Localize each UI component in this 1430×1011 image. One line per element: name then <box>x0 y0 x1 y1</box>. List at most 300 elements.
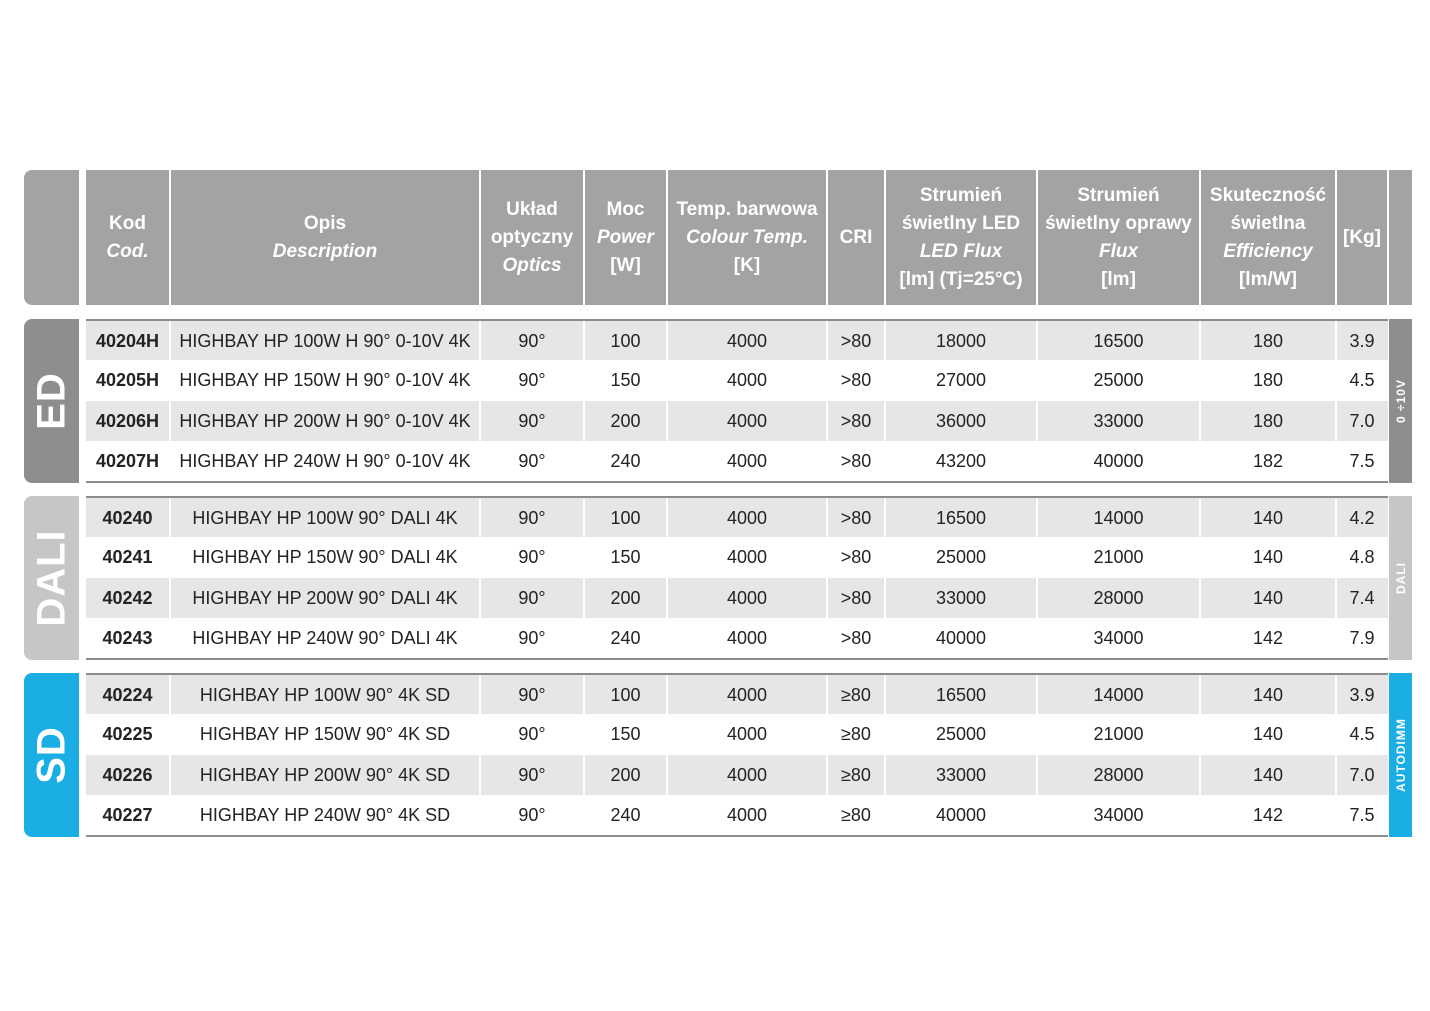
column-divider <box>1036 360 1038 400</box>
cell-cri: >80 <box>840 331 872 351</box>
cell-power: 200 <box>610 411 641 431</box>
section-tab-dali <box>24 496 79 660</box>
column-divider <box>1199 795 1201 835</box>
cell-temp: 4000 <box>726 451 768 471</box>
table-row <box>86 675 1388 715</box>
cell-kg: 7.9 <box>1349 628 1375 648</box>
column-divider <box>583 360 585 400</box>
table-row <box>86 360 1388 400</box>
column-divider <box>826 755 828 795</box>
cell-optics: 90° <box>518 370 546 390</box>
column-divider <box>583 537 585 577</box>
cell-code: 40226 <box>102 765 153 785</box>
cell-temp: 4000 <box>726 508 768 528</box>
column-divider <box>826 360 828 400</box>
section-side-ed <box>1389 319 1412 483</box>
header-code-pl: Kod <box>109 212 146 234</box>
cell-temp: 4000 <box>726 628 768 648</box>
cell-temp: 4000 <box>726 805 768 825</box>
header-optics <box>481 170 583 305</box>
table-row <box>86 714 1388 754</box>
cell-cri: ≥80 <box>841 765 871 785</box>
cell-flux: 21000 <box>1093 547 1144 567</box>
cell-desc: HIGHBAY HP 200W 90° 4K SD <box>199 765 451 785</box>
cell-code: 40225 <box>102 724 153 744</box>
header-temp-unit: [K] <box>733 254 761 276</box>
cell-cri: >80 <box>840 411 872 431</box>
cell-cri: ≥80 <box>841 724 871 744</box>
header-flux-pl-2: świetlny oprawy <box>1045 212 1192 234</box>
column-divider <box>884 578 886 618</box>
cell-kg: 7.4 <box>1349 588 1375 608</box>
column-divider <box>826 675 828 715</box>
header-ledflux-pl-1: Strumień <box>919 184 1003 206</box>
section-side-sd <box>1389 673 1412 837</box>
column-divider <box>169 401 171 441</box>
cell-code: 40224 <box>102 685 153 705</box>
header-temp-pl: Temp. barwowa <box>676 198 818 220</box>
header-desc-en: Description <box>272 240 378 262</box>
header-kg <box>1337 170 1387 305</box>
header-eff-en: Efficiency <box>1223 240 1313 262</box>
column-divider <box>1335 795 1337 835</box>
table-row <box>86 321 1388 361</box>
column-divider <box>666 401 668 441</box>
cell-flux: 40000 <box>1093 451 1144 471</box>
cell-ledflux: 43200 <box>935 451 987 471</box>
column-divider <box>169 755 171 795</box>
header-kg-label: [Kg] <box>1343 226 1381 248</box>
section-side-dali <box>1389 496 1412 660</box>
cell-ledflux: 40000 <box>935 805 987 825</box>
column-divider <box>884 441 886 481</box>
cell-cri: >80 <box>840 588 872 608</box>
cell-power: 150 <box>610 724 641 744</box>
header-ledflux-unit: [lm] (Tj=25°C) <box>899 268 1023 290</box>
column-divider <box>1199 360 1201 400</box>
cell-cri: ≥80 <box>841 805 871 825</box>
cell-temp: 4000 <box>726 370 768 390</box>
cell-power: 150 <box>610 370 641 390</box>
column-divider <box>169 441 171 481</box>
cell-cri: >80 <box>840 628 872 648</box>
cell-power: 100 <box>610 685 641 705</box>
column-divider <box>1199 675 1201 715</box>
table-row <box>86 755 1388 795</box>
cell-kg: 7.0 <box>1349 411 1375 431</box>
column-divider <box>169 675 171 715</box>
cell-optics: 90° <box>518 805 546 825</box>
cell-kg: 7.5 <box>1349 451 1375 471</box>
column-divider <box>1335 498 1337 538</box>
cell-code: 40242 <box>102 588 153 608</box>
cell-temp: 4000 <box>726 331 768 351</box>
column-divider <box>479 360 481 400</box>
section-rows <box>86 673 1388 837</box>
cell-code: 40243 <box>102 628 153 648</box>
cell-ledflux: 18000 <box>935 331 987 351</box>
table-row <box>86 498 1388 538</box>
cell-flux: 33000 <box>1093 411 1144 431</box>
header-code <box>86 170 169 305</box>
column-divider <box>826 795 828 835</box>
cell-desc: HIGHBAY HP 150W 90° DALI 4K <box>192 547 458 567</box>
column-divider <box>884 618 886 658</box>
cell-flux: 34000 <box>1093 628 1144 648</box>
header-eff-unit: [lm/W] <box>1238 268 1298 290</box>
cell-optics: 90° <box>518 588 546 608</box>
cell-kg: 7.5 <box>1349 805 1375 825</box>
cell-flux: 16500 <box>1093 331 1144 351</box>
header-colour-temp <box>668 170 826 305</box>
header-cri <box>828 170 884 305</box>
cell-power: 200 <box>610 765 641 785</box>
table-row <box>86 537 1388 577</box>
cell-eff: 140 <box>1252 588 1284 608</box>
cell-optics: 90° <box>518 547 546 567</box>
cell-ledflux: 40000 <box>935 628 987 648</box>
cell-power: 150 <box>610 547 641 567</box>
column-divider <box>169 498 171 538</box>
cell-desc: HIGHBAY HP 100W 90° 4K SD <box>199 685 451 705</box>
column-divider <box>1335 537 1337 577</box>
column-divider <box>479 498 481 538</box>
column-divider <box>1036 755 1038 795</box>
cell-temp: 4000 <box>726 724 768 744</box>
section-tab-ed <box>24 319 79 483</box>
header-description <box>171 170 479 305</box>
column-divider <box>583 755 585 795</box>
column-divider <box>1199 441 1201 481</box>
cell-code: 40206H <box>95 411 160 431</box>
cell-temp: 4000 <box>726 765 768 785</box>
column-divider <box>583 578 585 618</box>
section-side-label: DALI <box>1393 562 1408 594</box>
cell-desc: HIGHBAY HP 100W 90° DALI 4K <box>192 508 458 528</box>
cell-optics: 90° <box>518 628 546 648</box>
column-divider <box>1335 401 1337 441</box>
cell-ledflux: 16500 <box>935 685 987 705</box>
cell-code: 40227 <box>102 805 153 825</box>
column-divider <box>1036 537 1038 577</box>
cell-power: 240 <box>610 451 641 471</box>
cell-flux: 21000 <box>1093 724 1144 744</box>
cell-kg: 4.8 <box>1349 547 1375 567</box>
cell-cri: ≥80 <box>841 685 871 705</box>
column-divider <box>826 441 828 481</box>
header-code-en: Cod. <box>106 240 149 262</box>
column-divider <box>1036 618 1038 658</box>
column-divider <box>1199 321 1201 361</box>
column-divider <box>583 675 585 715</box>
cell-desc: HIGHBAY HP 240W 90° 4K SD <box>199 805 451 825</box>
section-side-label: AUTODIMM <box>1393 718 1408 792</box>
column-divider <box>826 401 828 441</box>
header-power-pl: Moc <box>606 198 645 220</box>
column-divider <box>884 537 886 577</box>
cell-cri: >80 <box>840 508 872 528</box>
column-divider <box>583 498 585 538</box>
cell-temp: 4000 <box>726 411 768 431</box>
column-divider <box>1036 795 1038 835</box>
column-divider <box>583 441 585 481</box>
header-led-flux <box>886 170 1036 305</box>
section-tab-label: ED <box>29 372 73 430</box>
column-divider <box>1036 401 1038 441</box>
header-ledflux-en: LED Flux <box>919 240 1003 262</box>
cell-desc: HIGHBAY HP 100W H 90° 0-10V 4K <box>179 331 471 351</box>
section-rows <box>86 496 1388 660</box>
column-divider <box>1335 578 1337 618</box>
cell-eff: 182 <box>1252 451 1284 471</box>
cell-ledflux: 25000 <box>935 547 987 567</box>
column-divider <box>583 795 585 835</box>
cell-eff: 142 <box>1252 628 1284 648</box>
column-divider <box>479 795 481 835</box>
column-divider <box>666 714 668 754</box>
column-divider <box>1335 755 1337 795</box>
column-divider <box>169 795 171 835</box>
column-divider <box>826 498 828 538</box>
section-tab-label: DALI <box>29 529 73 627</box>
column-divider <box>479 441 481 481</box>
header-eff-pl-2: świetlna <box>1230 212 1306 234</box>
cell-eff: 140 <box>1252 547 1284 567</box>
cell-optics: 90° <box>518 508 546 528</box>
cell-eff: 142 <box>1252 805 1284 825</box>
column-divider <box>583 401 585 441</box>
column-divider <box>583 618 585 658</box>
column-divider <box>1036 498 1038 538</box>
column-divider <box>666 498 668 538</box>
section-rows <box>86 319 1388 483</box>
column-divider <box>884 401 886 441</box>
header-power <box>585 170 666 305</box>
cell-optics: 90° <box>518 331 546 351</box>
column-divider <box>1335 441 1337 481</box>
column-divider <box>1335 360 1337 400</box>
cell-kg: 7.0 <box>1349 765 1375 785</box>
header-optics-pl-1: Układ <box>506 198 558 220</box>
cell-eff: 180 <box>1252 331 1284 351</box>
column-divider <box>884 360 886 400</box>
column-divider <box>826 618 828 658</box>
cell-desc: HIGHBAY HP 240W 90° DALI 4K <box>192 628 458 648</box>
table-row <box>86 618 1388 658</box>
column-divider <box>479 537 481 577</box>
column-divider <box>1036 441 1038 481</box>
column-divider <box>169 618 171 658</box>
column-divider <box>1199 714 1201 754</box>
cell-power: 200 <box>610 588 641 608</box>
column-divider <box>884 795 886 835</box>
section-side-label: 0 ÷10V <box>1393 379 1408 423</box>
header-cri-label: CRI <box>839 226 873 248</box>
cell-desc: HIGHBAY HP 150W H 90° 0-10V 4K <box>179 370 471 390</box>
column-divider <box>884 755 886 795</box>
column-divider <box>666 360 668 400</box>
cell-flux: 14000 <box>1093 685 1144 705</box>
cell-power: 100 <box>610 508 641 528</box>
cell-code: 40205H <box>95 370 160 390</box>
cell-eff: 180 <box>1252 370 1284 390</box>
column-divider <box>479 675 481 715</box>
column-divider <box>666 675 668 715</box>
cell-optics: 90° <box>518 451 546 471</box>
column-divider <box>826 578 828 618</box>
cell-optics: 90° <box>518 765 546 785</box>
header-desc-pl: Opis <box>303 212 347 234</box>
header-power-en: Power <box>596 226 655 248</box>
header-corner-right <box>1389 170 1412 305</box>
column-divider <box>1335 321 1337 361</box>
cell-kg: 4.5 <box>1349 724 1375 744</box>
cell-eff: 140 <box>1252 724 1284 744</box>
header-efficiency <box>1201 170 1335 305</box>
column-divider <box>479 321 481 361</box>
column-divider <box>1199 618 1201 658</box>
cell-flux: 34000 <box>1093 805 1144 825</box>
cell-code: 40240 <box>102 508 153 528</box>
cell-power: 240 <box>610 805 641 825</box>
cell-kg: 4.2 <box>1349 508 1375 528</box>
cell-optics: 90° <box>518 724 546 744</box>
column-divider <box>1335 675 1337 715</box>
column-divider <box>666 618 668 658</box>
section-sd <box>24 673 1412 837</box>
cell-code: 40204H <box>95 331 160 351</box>
table-row <box>86 401 1388 441</box>
column-divider <box>169 537 171 577</box>
column-divider <box>666 441 668 481</box>
column-divider <box>884 321 886 361</box>
header-optics-en: Optics <box>502 254 562 276</box>
section-tab-label: SD <box>29 726 73 784</box>
cell-flux: 14000 <box>1093 508 1144 528</box>
cell-temp: 4000 <box>726 547 768 567</box>
column-divider <box>1036 321 1038 361</box>
column-divider <box>169 321 171 361</box>
table-row <box>86 441 1388 481</box>
column-divider <box>1335 618 1337 658</box>
cell-desc: HIGHBAY HP 200W 90° DALI 4K <box>192 588 458 608</box>
section-bottom-divider <box>86 658 1388 660</box>
cell-cri: >80 <box>840 451 872 471</box>
cell-ledflux: 33000 <box>935 588 987 608</box>
cell-cri: >80 <box>840 547 872 567</box>
column-divider <box>884 714 886 754</box>
cell-cri: >80 <box>840 370 872 390</box>
cell-temp: 4000 <box>726 685 768 705</box>
cell-ledflux: 27000 <box>935 370 987 390</box>
cell-power: 240 <box>610 628 641 648</box>
cell-ledflux: 36000 <box>935 411 987 431</box>
column-divider <box>1199 498 1201 538</box>
cell-desc: HIGHBAY HP 200W H 90° 0-10V 4K <box>179 411 471 431</box>
column-divider <box>169 714 171 754</box>
column-divider <box>1036 714 1038 754</box>
cell-flux: 28000 <box>1093 765 1144 785</box>
cell-eff: 140 <box>1252 508 1284 528</box>
section-bottom-divider <box>86 835 1388 837</box>
cell-power: 100 <box>610 331 641 351</box>
column-divider <box>479 618 481 658</box>
section-bottom-divider <box>86 481 1388 483</box>
column-divider <box>666 321 668 361</box>
column-divider <box>1199 401 1201 441</box>
table-row <box>86 578 1388 618</box>
section-ed <box>24 319 1412 483</box>
cell-optics: 90° <box>518 685 546 705</box>
column-divider <box>583 321 585 361</box>
column-divider <box>1036 578 1038 618</box>
header-power-unit: [W] <box>610 254 641 276</box>
column-divider <box>1199 578 1201 618</box>
table-row <box>86 795 1388 835</box>
column-divider <box>666 755 668 795</box>
column-divider <box>1335 714 1337 754</box>
column-divider <box>479 755 481 795</box>
header-flux-pl-1: Strumień <box>1077 184 1160 206</box>
column-divider <box>169 578 171 618</box>
cell-eff: 180 <box>1252 411 1284 431</box>
column-divider <box>666 795 668 835</box>
column-divider <box>583 714 585 754</box>
column-divider <box>666 537 668 577</box>
column-divider <box>666 578 668 618</box>
header-temp-en: Colour Temp. <box>686 226 808 248</box>
header-optics-pl-2: optyczny <box>490 226 574 248</box>
cell-kg: 3.9 <box>1349 331 1375 351</box>
cell-ledflux: 16500 <box>935 508 987 528</box>
header-flux-unit: [lm] <box>1101 268 1136 290</box>
cell-flux: 25000 <box>1093 370 1144 390</box>
column-divider <box>826 714 828 754</box>
section-tab-sd <box>24 673 79 837</box>
cell-code: 40241 <box>102 547 153 567</box>
column-divider <box>826 321 828 361</box>
cell-desc: HIGHBAY HP 150W 90° 4K SD <box>199 724 451 744</box>
cell-kg: 4.5 <box>1349 370 1375 390</box>
column-divider <box>826 537 828 577</box>
column-divider <box>884 498 886 538</box>
header-flux-en: Flux <box>1098 240 1139 262</box>
column-divider <box>1199 755 1201 795</box>
cell-eff: 140 <box>1252 765 1284 785</box>
cell-ledflux: 25000 <box>935 724 987 744</box>
header-ledflux-pl-2: świetlny LED <box>901 212 1021 234</box>
column-divider <box>1199 537 1201 577</box>
cell-desc: HIGHBAY HP 240W H 90° 0-10V 4K <box>179 451 471 471</box>
cell-temp: 4000 <box>726 588 768 608</box>
section-dali <box>24 496 1412 660</box>
header-eff-pl-1: Skuteczność <box>1209 184 1327 206</box>
cell-optics: 90° <box>518 411 546 431</box>
column-divider <box>479 401 481 441</box>
cell-flux: 28000 <box>1093 588 1144 608</box>
cell-code: 40207H <box>95 451 160 471</box>
cell-kg: 3.9 <box>1349 685 1375 705</box>
header-flux <box>1038 170 1199 305</box>
column-divider <box>884 675 886 715</box>
column-divider <box>1036 675 1038 715</box>
column-divider <box>479 578 481 618</box>
cell-ledflux: 33000 <box>935 765 987 785</box>
cell-eff: 140 <box>1252 685 1284 705</box>
column-divider <box>479 714 481 754</box>
column-divider <box>169 360 171 400</box>
header-corner-left <box>24 170 79 305</box>
